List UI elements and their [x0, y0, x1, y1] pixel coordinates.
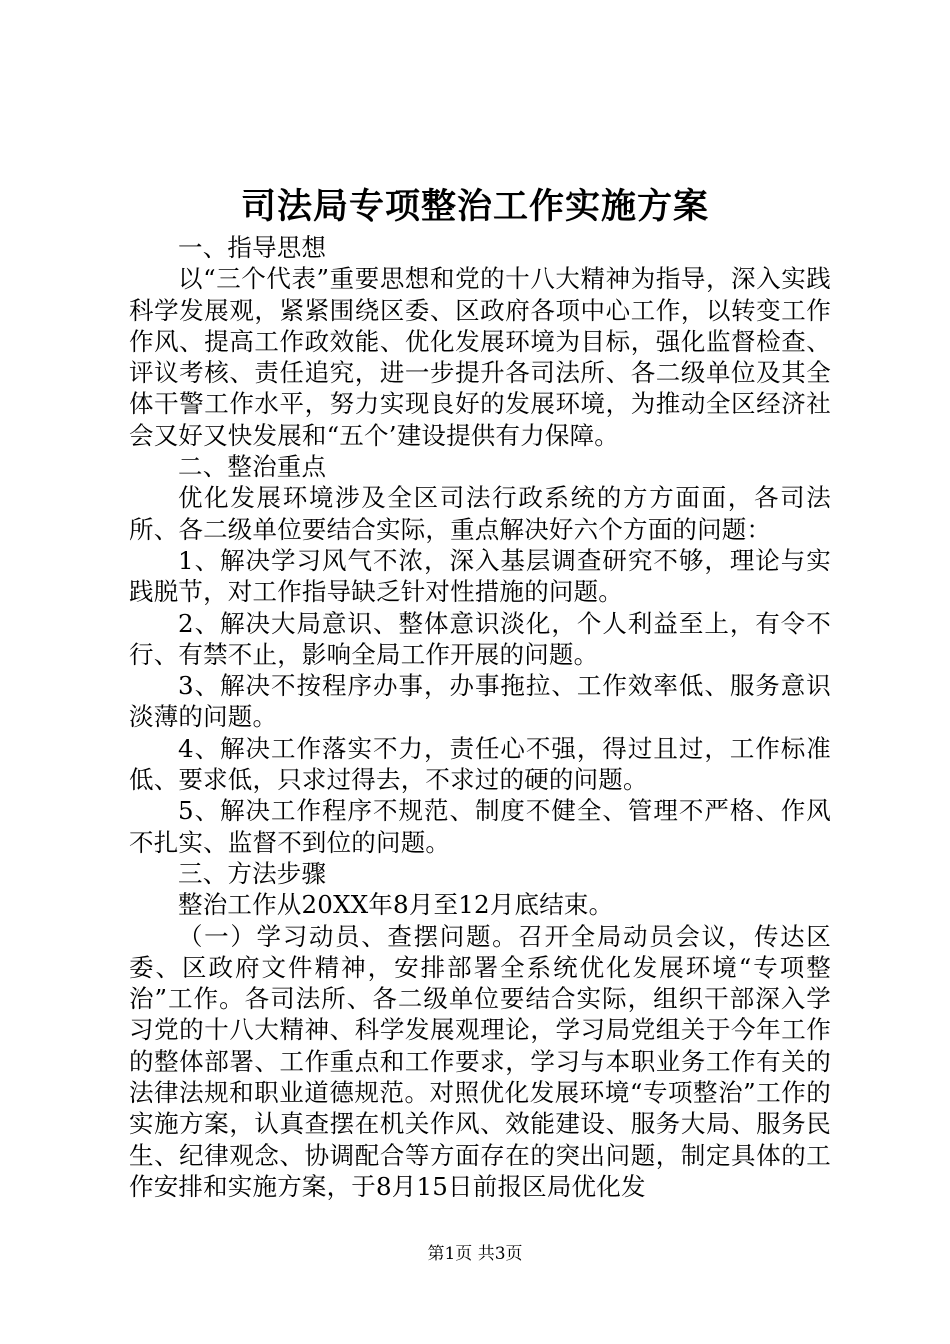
- section-heading-method-steps: 三、方法步骤: [178, 858, 327, 888]
- section-heading-rectification-focus: 二、整治重点: [178, 452, 327, 482]
- document-title: 司法局专项整治工作实施方案: [240, 186, 709, 227]
- document-body: [129, 232, 831, 1202]
- list-item-5: 5、解决工作程序不规范、制度不健全、管理不严格、作风不扎实、监督不到位的问题。: [129, 796, 831, 857]
- list-item-3: 3、解决不按程序办事，办事拖拉、工作效率低、服务意识淡薄的问题。: [129, 671, 831, 732]
- paragraph-timeline: 整治工作从20XX年8月至12月底结束。: [178, 890, 614, 920]
- list-item-4: 4、解决工作落实不力，责任心不强，得过且过，工作标准低、要求低，只求过得去，不求过的硬的问题。: [129, 733, 831, 795]
- page-footer: 第1页 共3页: [427, 1244, 523, 1264]
- section-heading-guiding-ideology: 一、指导思想: [178, 233, 327, 262]
- list-item-2: 2、解决大局意识、整体意识淡化，个人利益至上，有令不行、有禁不止，影响全局工作开展的问题。: [129, 608, 831, 669]
- list-item-1: 1、解决学习风气不浓，深入基层调查研究不够，理论与实践脱节，对工作指导缺乏针对性措施的问题。: [129, 545, 831, 607]
- paragraph-step-one: （一）学习动员、查摆问题。召开全局动员会议，传达区委、区政府文件精神，安排部署全系统优化发展环境“专项整治”工作。各司法所、各二级单位要结合实际，组织干部深入学习党的十八大精神、科学发展观理论，学习局党组关于今年工作的整体部署、工作重点和工作要求，学习与本职业务工作有关的法律法规和职业道德规范。对照优化发展环境“专项整治”工作的实施方案，认真查摆在机关作风、效能建设、服务大局、服务民生、纪律观念、协调配合等方面存在的突出问题，制定具体的工作安排和实施方案，于8月15日前报区局优化发: [129, 921, 831, 1201]
- paragraph-rectification-intro: 优化发展环境涉及全区司法行政系统的方方面面，各司法所、各二级单位要结合实际，重点解决好六个方面的问题：: [129, 483, 831, 544]
- paragraph-guiding-ideology: 以“三个代表”重要思想和党的十八大精神为指导，深入实践科学发展观，紧紧围绕区委、区政府各项中心工作，以转变工作作风、提高工作政效能、优化发展环境为目标，强化监督检查、评议考核、责任追究，进一步提升各司法所、各二级单位及其全体干警工作水平，努力实现良好的发展环境，为推动全区经济社会又好又快发展和“五个’建设提供有力保障。: [129, 264, 831, 450]
